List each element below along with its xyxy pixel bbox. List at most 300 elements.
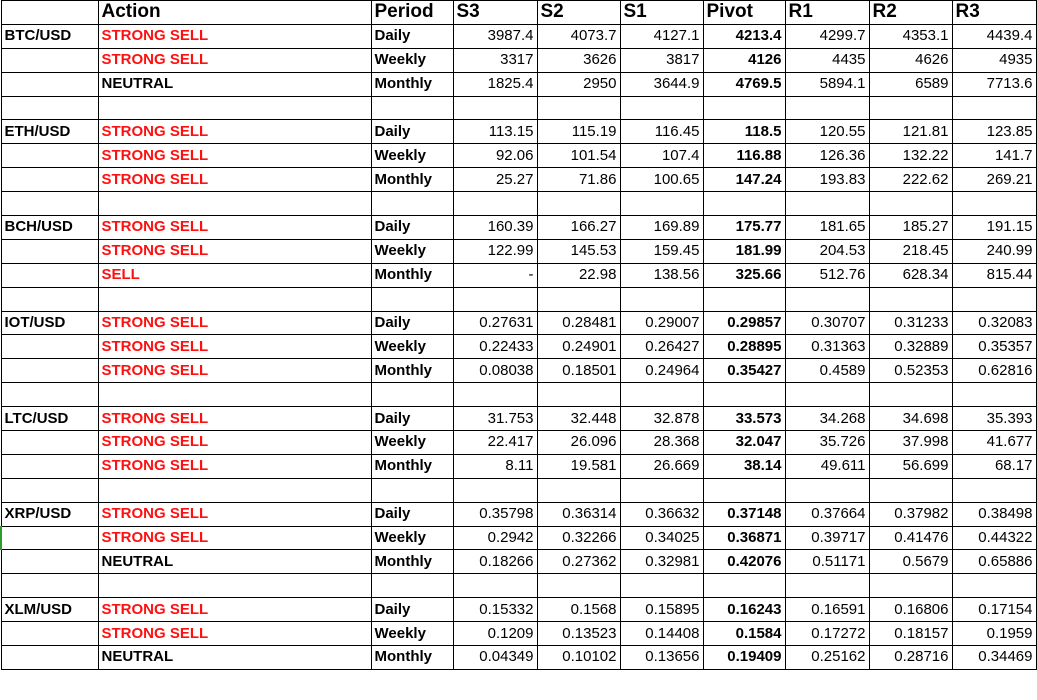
pivot-cell[interactable]: 32.047 [703,431,785,455]
s3-cell[interactable]: 0.35798 [453,502,537,526]
action-cell[interactable]: STRONG SELL [98,526,371,550]
empty-cell[interactable] [98,574,371,598]
empty-cell[interactable] [1,383,98,407]
s3-cell[interactable]: 0.08038 [453,359,537,383]
pivot-cell[interactable]: 325.66 [703,263,785,287]
empty-cell[interactable] [453,478,537,502]
pair-cell[interactable] [1,454,98,478]
r1-cell[interactable]: 126.36 [785,144,869,168]
s1-cell[interactable]: 0.36632 [620,502,703,526]
empty-cell[interactable] [1,287,98,311]
empty-cell[interactable] [537,383,620,407]
empty-cell[interactable] [537,478,620,502]
s1-cell[interactable]: 28.368 [620,431,703,455]
period-cell[interactable]: Daily [371,24,453,48]
r3-cell[interactable]: 0.65886 [952,550,1036,574]
header-r2[interactable]: R2 [869,1,952,25]
pivot-cell[interactable]: 4126 [703,48,785,72]
s3-cell[interactable]: 3317 [453,48,537,72]
pair-cell[interactable]: XLM/USD [1,598,98,622]
r2-cell[interactable]: 34.698 [869,407,952,431]
period-cell[interactable]: Weekly [371,526,453,550]
empty-cell[interactable] [98,287,371,311]
period-cell[interactable]: Daily [371,311,453,335]
s1-cell[interactable]: 107.4 [620,144,703,168]
action-cell[interactable]: STRONG SELL [98,502,371,526]
pair-cell[interactable]: IOT/USD [1,311,98,335]
s3-cell[interactable]: 1825.4 [453,72,537,96]
r2-cell[interactable]: 0.16806 [869,598,952,622]
pair-cell[interactable] [1,335,98,359]
period-cell[interactable]: Monthly [371,72,453,96]
pivot-cell[interactable]: 0.29857 [703,311,785,335]
r3-cell[interactable]: 0.32083 [952,311,1036,335]
r1-cell[interactable]: 5894.1 [785,72,869,96]
s3-cell[interactable]: 0.04349 [453,646,537,670]
r2-cell[interactable]: 56.699 [869,454,952,478]
s2-cell[interactable]: 0.1568 [537,598,620,622]
action-cell[interactable]: STRONG SELL [98,311,371,335]
r2-cell[interactable]: 222.62 [869,168,952,192]
r2-cell[interactable]: 0.32889 [869,335,952,359]
r2-cell[interactable]: 185.27 [869,216,952,240]
s2-cell[interactable]: 0.24901 [537,335,620,359]
table-row [1,24,1036,48]
pivot-cell[interactable]: 33.573 [703,407,785,431]
r1-cell[interactable]: 0.31363 [785,335,869,359]
s3-cell[interactable]: 92.06 [453,144,537,168]
r3-cell[interactable]: 0.35357 [952,335,1036,359]
table-row [1,48,1036,72]
s3-cell[interactable]: 8.11 [453,454,537,478]
pivot-cell[interactable]: 4769.5 [703,72,785,96]
action-cell[interactable]: STRONG SELL [98,48,371,72]
s1-cell[interactable]: 3817 [620,48,703,72]
r3-cell[interactable]: 123.85 [952,120,1036,144]
action-cell[interactable]: NEUTRAL [98,550,371,574]
empty-cell[interactable] [620,574,703,598]
period-cell[interactable]: Weekly [371,622,453,646]
s1-cell[interactable]: 0.34025 [620,526,703,550]
empty-cell[interactable] [869,192,952,216]
action-cell[interactable]: STRONG SELL [98,454,371,478]
pivot-cell[interactable]: 116.88 [703,144,785,168]
header-s3[interactable]: S3 [453,1,537,25]
r1-cell[interactable]: 0.39717 [785,526,869,550]
empty-cell[interactable] [952,287,1036,311]
r1-cell[interactable]: 0.17272 [785,622,869,646]
s3-cell[interactable]: 160.39 [453,216,537,240]
s2-cell[interactable]: 26.096 [537,431,620,455]
r1-cell[interactable]: 0.25162 [785,646,869,670]
s3-cell[interactable]: 22.417 [453,431,537,455]
header-action[interactable]: Action [98,1,371,25]
s1-cell[interactable]: 116.45 [620,120,703,144]
pair-cell[interactable] [1,72,98,96]
pair-cell[interactable]: ETH/USD [1,120,98,144]
empty-cell[interactable] [785,192,869,216]
period-cell[interactable]: Daily [371,502,453,526]
r1-cell[interactable]: 4435 [785,48,869,72]
action-cell[interactable]: NEUTRAL [98,646,371,670]
pivot-cell[interactable]: 0.28895 [703,335,785,359]
pair-cell[interactable]: BTC/USD [1,24,98,48]
pivot-cell[interactable]: 147.24 [703,168,785,192]
header-period[interactable]: Period [371,1,453,25]
s1-cell[interactable]: 100.65 [620,168,703,192]
r3-cell[interactable]: 0.44322 [952,526,1036,550]
period-cell[interactable]: Daily [371,216,453,240]
table-row [1,454,1036,478]
period-cell[interactable]: Weekly [371,144,453,168]
period-cell[interactable]: Weekly [371,335,453,359]
pair-cell[interactable]: LTC/USD [1,407,98,431]
pair-cell[interactable] [1,646,98,670]
pair-cell[interactable] [1,263,98,287]
s2-cell[interactable]: 19.581 [537,454,620,478]
r3-cell[interactable]: 815.44 [952,263,1036,287]
header-s1[interactable]: S1 [620,1,703,25]
s2-cell[interactable]: 0.32266 [537,526,620,550]
s3-cell[interactable]: 0.15332 [453,598,537,622]
period-cell[interactable]: Daily [371,598,453,622]
empty-cell[interactable] [1,96,98,120]
pivot-cell[interactable]: 38.14 [703,454,785,478]
s2-cell[interactable]: 22.98 [537,263,620,287]
s1-cell[interactable]: 0.14408 [620,622,703,646]
empty-cell[interactable] [703,96,785,120]
s2-cell[interactable]: 115.19 [537,120,620,144]
r2-cell[interactable]: 0.5679 [869,550,952,574]
empty-cell[interactable] [453,287,537,311]
r2-cell[interactable]: 0.28716 [869,646,952,670]
s3-cell[interactable]: 0.27631 [453,311,537,335]
s3-cell[interactable]: 0.22433 [453,335,537,359]
r2-cell[interactable]: 0.41476 [869,526,952,550]
s2-cell[interactable]: 2950 [537,72,620,96]
s1-cell[interactable]: 169.89 [620,216,703,240]
empty-cell[interactable] [869,383,952,407]
s1-cell[interactable]: 0.29007 [620,311,703,335]
period-cell[interactable]: Weekly [371,431,453,455]
s2-cell[interactable]: 145.53 [537,239,620,263]
s3-cell[interactable]: 0.18266 [453,550,537,574]
s1-cell[interactable]: 32.878 [620,407,703,431]
r3-cell[interactable]: 269.21 [952,168,1036,192]
s2-cell[interactable]: 0.27362 [537,550,620,574]
table-row [1,526,1036,550]
s2-cell[interactable]: 0.13523 [537,622,620,646]
pair-cell[interactable] [1,144,98,168]
pair-cell[interactable]: XRP/USD [1,502,98,526]
action-cell[interactable]: NEUTRAL [98,72,371,96]
r1-cell[interactable]: 49.611 [785,454,869,478]
r2-cell[interactable]: 0.52353 [869,359,952,383]
pivot-cell[interactable]: 0.35427 [703,359,785,383]
r3-cell[interactable]: 0.17154 [952,598,1036,622]
r3-cell[interactable]: 0.34469 [952,646,1036,670]
table-row [1,622,1036,646]
empty-cell[interactable] [98,96,371,120]
r2-cell[interactable]: 4353.1 [869,24,952,48]
r1-cell[interactable]: 204.53 [785,239,869,263]
r3-cell[interactable]: 141.7 [952,144,1036,168]
action-cell[interactable]: STRONG SELL [98,431,371,455]
pair-cell[interactable] [1,622,98,646]
r1-cell[interactable]: 34.268 [785,407,869,431]
s2-cell[interactable]: 166.27 [537,216,620,240]
empty-cell[interactable] [98,478,371,502]
r3-cell[interactable]: 7713.6 [952,72,1036,96]
s3-cell[interactable]: - [453,263,537,287]
r3-cell[interactable]: 0.1959 [952,622,1036,646]
empty-cell[interactable] [98,192,371,216]
r3-cell[interactable]: 41.677 [952,431,1036,455]
pivot-cell[interactable]: 118.5 [703,120,785,144]
empty-cell[interactable] [952,478,1036,502]
pair-cell[interactable]: BCH/USD [1,216,98,240]
table-row [1,646,1036,670]
s1-cell[interactable]: 159.45 [620,239,703,263]
r2-cell[interactable]: 0.18157 [869,622,952,646]
pivot-cell[interactable]: 175.77 [703,216,785,240]
period-cell[interactable]: Monthly [371,168,453,192]
s2-cell[interactable]: 0.10102 [537,646,620,670]
empty-cell[interactable] [453,574,537,598]
pivot-cell[interactable]: 0.37148 [703,502,785,526]
empty-cell[interactable] [869,287,952,311]
pair-cell[interactable] [1,48,98,72]
period-cell[interactable]: Monthly [371,454,453,478]
table-row [1,144,1036,168]
table-row [1,598,1036,622]
empty-cell[interactable] [703,287,785,311]
empty-cell[interactable] [703,478,785,502]
empty-cell[interactable] [371,192,453,216]
empty-cell[interactable] [371,383,453,407]
r3-cell[interactable]: 191.15 [952,216,1036,240]
empty-cell[interactable] [869,574,952,598]
header-r3[interactable]: R3 [952,1,1036,25]
empty-cell[interactable] [869,96,952,120]
s1-cell[interactable]: 4127.1 [620,24,703,48]
empty-cell[interactable] [703,383,785,407]
table-row [1,311,1036,335]
s3-cell[interactable]: 0.2942 [453,526,537,550]
s1-cell[interactable]: 0.13656 [620,646,703,670]
r2-cell[interactable]: 6589 [869,72,952,96]
r3-cell[interactable]: 240.99 [952,239,1036,263]
r2-cell[interactable]: 218.45 [869,239,952,263]
spacer-row [1,574,1036,598]
empty-cell[interactable] [620,287,703,311]
pivot-cell[interactable]: 4213.4 [703,24,785,48]
s1-cell[interactable]: 3644.9 [620,72,703,96]
s1-cell[interactable]: 0.24964 [620,359,703,383]
empty-cell[interactable] [371,574,453,598]
action-cell[interactable]: STRONG SELL [98,335,371,359]
table-row [1,431,1036,455]
empty-cell[interactable] [785,383,869,407]
table-row [1,407,1036,431]
r2-cell[interactable]: 4626 [869,48,952,72]
empty-cell[interactable] [537,192,620,216]
s1-cell[interactable]: 138.56 [620,263,703,287]
s2-cell[interactable]: 0.18501 [537,359,620,383]
empty-cell[interactable] [1,478,98,502]
empty-cell[interactable] [371,478,453,502]
empty-cell[interactable] [703,574,785,598]
empty-cell[interactable] [785,574,869,598]
empty-cell[interactable] [952,96,1036,120]
empty-cell[interactable] [537,287,620,311]
r1-cell[interactable]: 181.65 [785,216,869,240]
s3-cell[interactable]: 113.15 [453,120,537,144]
r1-cell[interactable]: 512.76 [785,263,869,287]
s2-cell[interactable]: 3626 [537,48,620,72]
r3-cell[interactable]: 4439.4 [952,24,1036,48]
empty-cell[interactable] [869,478,952,502]
r1-cell[interactable]: 193.83 [785,168,869,192]
action-cell[interactable]: STRONG SELL [98,144,371,168]
empty-cell[interactable] [453,96,537,120]
empty-cell[interactable] [952,383,1036,407]
pair-cell[interactable] [1,550,98,574]
r2-cell[interactable]: 0.31233 [869,311,952,335]
header-s2[interactable]: S2 [537,1,620,25]
s3-cell[interactable]: 25.27 [453,168,537,192]
action-cell[interactable]: STRONG SELL [98,24,371,48]
empty-cell[interactable] [371,96,453,120]
empty-cell[interactable] [537,96,620,120]
header-pair-cell[interactable] [1,1,98,25]
pair-cell[interactable] [1,239,98,263]
pair-cell[interactable] [1,168,98,192]
r2-cell[interactable]: 132.22 [869,144,952,168]
r2-cell[interactable]: 628.34 [869,263,952,287]
s1-cell[interactable]: 0.15895 [620,598,703,622]
s1-cell[interactable]: 26.669 [620,454,703,478]
header-row [1,1,1036,25]
r3-cell[interactable]: 4935 [952,48,1036,72]
action-cell[interactable]: STRONG SELL [98,622,371,646]
r1-cell[interactable]: 4299.7 [785,24,869,48]
period-cell[interactable]: Monthly [371,646,453,670]
action-cell[interactable]: STRONG SELL [98,239,371,263]
s3-cell[interactable]: 31.753 [453,407,537,431]
empty-cell[interactable] [620,478,703,502]
period-cell[interactable]: Weekly [371,239,453,263]
s1-cell[interactable]: 0.32981 [620,550,703,574]
empty-cell[interactable] [1,574,98,598]
action-cell[interactable]: STRONG SELL [98,598,371,622]
table-row [1,120,1036,144]
period-cell[interactable]: Monthly [371,263,453,287]
empty-cell[interactable] [620,383,703,407]
s3-cell[interactable]: 0.1209 [453,622,537,646]
empty-cell[interactable] [537,574,620,598]
pivot-cell[interactable]: 0.16243 [703,598,785,622]
action-cell[interactable]: STRONG SELL [98,168,371,192]
pivot-cell[interactable]: 0.42076 [703,550,785,574]
r3-cell[interactable]: 35.393 [952,407,1036,431]
table-row [1,550,1036,574]
empty-cell[interactable] [371,287,453,311]
period-cell[interactable]: Weekly [371,48,453,72]
action-cell[interactable]: STRONG SELL [98,216,371,240]
spacer-row [1,383,1036,407]
s2-cell[interactable]: 101.54 [537,144,620,168]
period-cell[interactable]: Monthly [371,359,453,383]
empty-cell[interactable] [620,96,703,120]
r1-cell[interactable]: 0.37664 [785,502,869,526]
s2-cell[interactable]: 0.36314 [537,502,620,526]
r2-cell[interactable]: 37.998 [869,431,952,455]
empty-cell[interactable] [453,383,537,407]
r1-cell[interactable]: 0.16591 [785,598,869,622]
s2-cell[interactable]: 32.448 [537,407,620,431]
empty-cell[interactable] [453,192,537,216]
s2-cell[interactable]: 4073.7 [537,24,620,48]
pivot-cell[interactable]: 0.36871 [703,526,785,550]
r3-cell[interactable]: 0.38498 [952,502,1036,526]
table-row [1,239,1036,263]
r3-cell[interactable]: 68.17 [952,454,1036,478]
header-pivot[interactable]: Pivot [703,1,785,25]
action-cell[interactable]: SELL [98,263,371,287]
empty-cell[interactable] [620,192,703,216]
period-cell[interactable]: Monthly [371,550,453,574]
r1-cell[interactable]: 0.51171 [785,550,869,574]
r1-cell[interactable]: 0.30707 [785,311,869,335]
empty-cell[interactable] [98,383,371,407]
r2-cell[interactable]: 121.81 [869,120,952,144]
period-cell[interactable]: Daily [371,120,453,144]
empty-cell[interactable] [785,478,869,502]
s2-cell[interactable]: 71.86 [537,168,620,192]
action-cell[interactable]: STRONG SELL [98,407,371,431]
header-r1[interactable]: R1 [785,1,869,25]
s3-cell[interactable]: 3987.4 [453,24,537,48]
empty-cell[interactable] [703,192,785,216]
r1-cell[interactable]: 120.55 [785,120,869,144]
s1-cell[interactable]: 0.26427 [620,335,703,359]
empty-cell[interactable] [952,574,1036,598]
empty-cell[interactable] [952,192,1036,216]
pair-cell[interactable] [1,431,98,455]
action-cell[interactable]: STRONG SELL [98,120,371,144]
action-cell[interactable]: STRONG SELL [98,359,371,383]
spacer-row [1,192,1036,216]
pivot-cell[interactable]: 0.1584 [703,622,785,646]
r2-cell[interactable]: 0.37982 [869,502,952,526]
pivot-cell[interactable]: 0.19409 [703,646,785,670]
table-row [1,263,1036,287]
spacer-row [1,478,1036,502]
period-cell[interactable]: Daily [371,407,453,431]
pair-cell[interactable] [1,359,98,383]
pair-cell[interactable] [1,526,98,550]
s2-cell[interactable]: 0.28481 [537,311,620,335]
empty-cell[interactable] [785,287,869,311]
pivot-cell[interactable]: 181.99 [703,239,785,263]
empty-cell[interactable] [785,96,869,120]
empty-cell[interactable] [1,192,98,216]
s3-cell[interactable]: 122.99 [453,239,537,263]
r1-cell[interactable]: 35.726 [785,431,869,455]
r1-cell[interactable]: 0.4589 [785,359,869,383]
r3-cell[interactable]: 0.62816 [952,359,1036,383]
